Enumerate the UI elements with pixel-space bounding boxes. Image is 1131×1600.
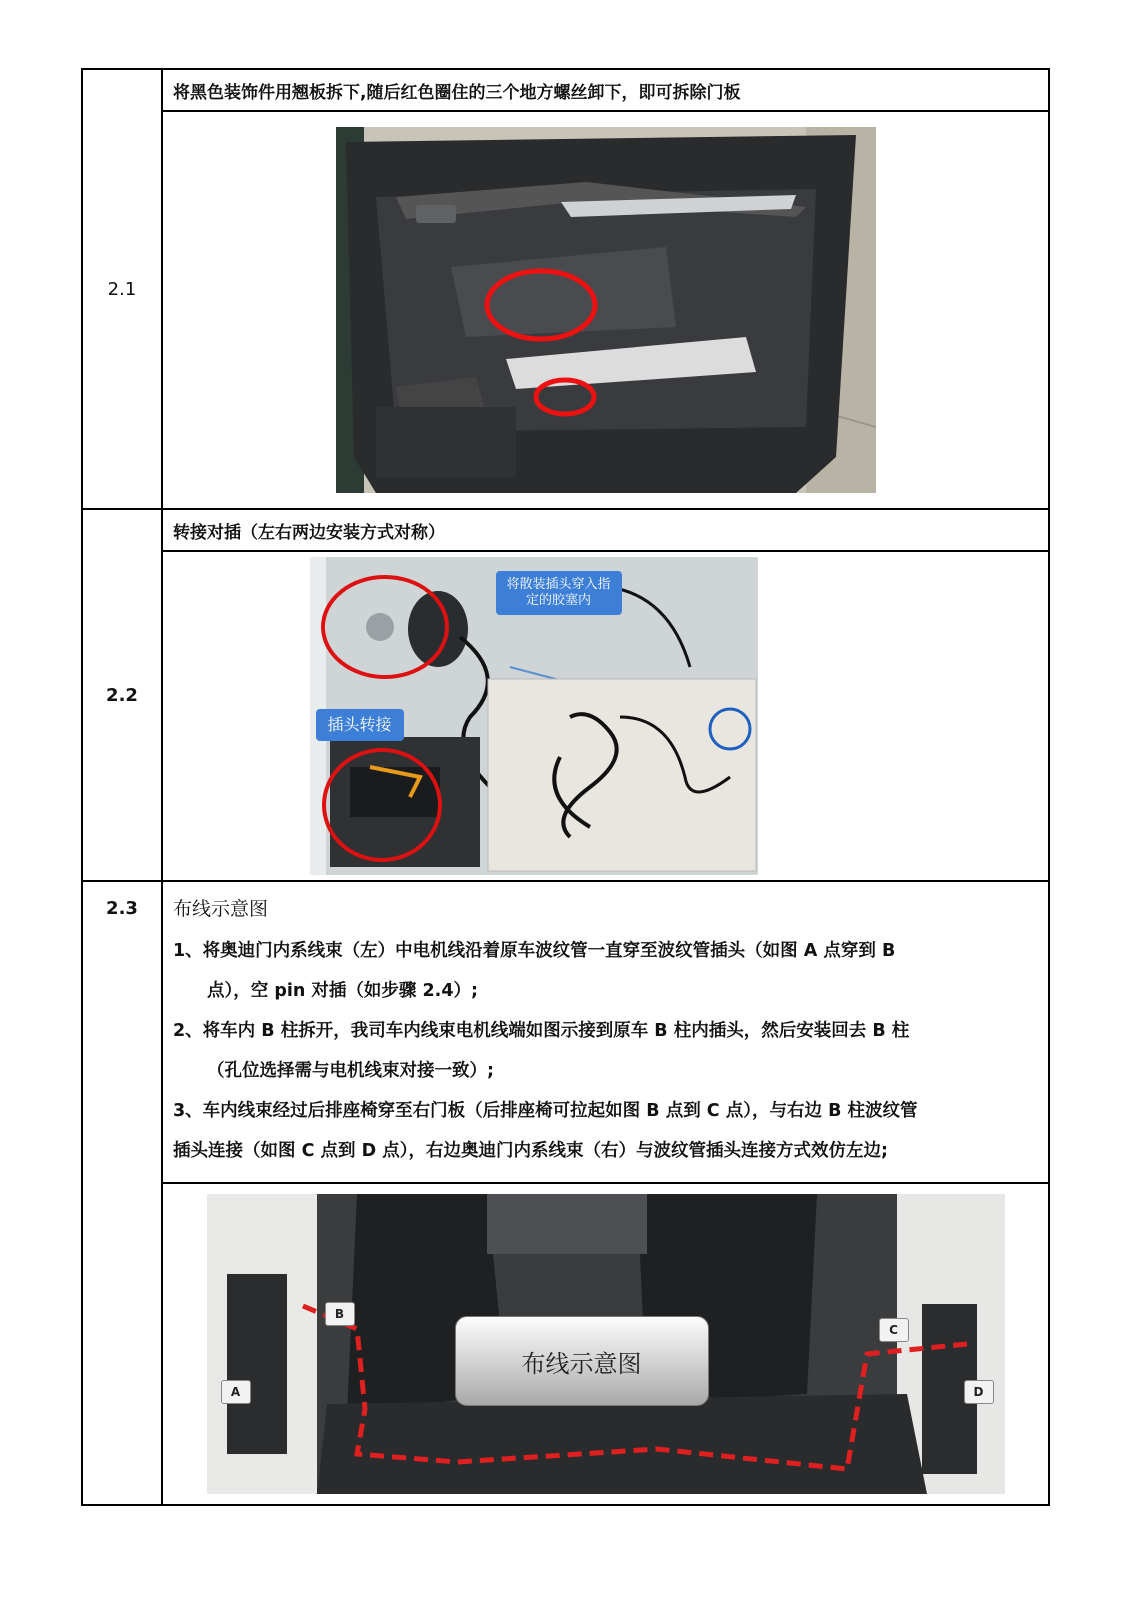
connector-photo: [310, 557, 758, 875]
wiring-step-1: [173, 931, 1038, 1011]
wiring-step-2: [173, 1011, 1038, 1091]
photo-cell-2-1: [162, 111, 1049, 509]
photo-cell-2-2: [162, 551, 1049, 881]
wiring-step-2-line-2: （孔位选择需与电机线束对接一致）;: [207, 1061, 494, 1081]
wiring-step-1-line-1: 1、将奥迪门内系线束（左）中电机线沿着原车波纹管一直穿至波纹管插头（如图 A 点穿到 B: [173, 941, 896, 961]
wiring-step-2-line-1: 2、将车内 B 柱拆开，我司车内线束电机线端如图示接到原车 B 柱内插头，然后安装回去 B 柱: [173, 1021, 910, 1041]
step-number-2-1: 2.1: [82, 69, 162, 509]
callout-plug-adapter: 插头转接: [316, 709, 404, 741]
photo-cell-2-3: [162, 1183, 1049, 1505]
wiring-diagram-title: 布线示意图: [173, 898, 269, 920]
wiring-step-3-line-1: 3、车内线束经过后排座椅穿至右门板（后排座椅可拉起如图 B 点到 C 点），与右边 B 柱波纹管: [173, 1101, 918, 1121]
wiring-step-3-line-2: 插头连接（如图 C 点到 D 点），右边奥迪门内系线束（右）与波纹管插头连接方式效仿左边;: [173, 1141, 888, 1161]
point-c-marker: C: [879, 1318, 909, 1342]
point-d-marker: D: [964, 1380, 994, 1404]
step-number-2-3: 2.3: [82, 881, 162, 1505]
step-number-2-2: 2.2: [82, 509, 162, 881]
instruction-table: [81, 68, 1050, 1506]
point-b-marker: B: [325, 1302, 355, 1326]
door-panel-photo: [336, 127, 876, 493]
wiring-diagram-label: 布线示意图: [455, 1316, 709, 1406]
wiring-step-1-line-2: 点），空 pin 对插（如步骤 2.4）;: [207, 981, 479, 1001]
step-header-2-1: 将黑色装饰件用翘板拆下,随后红色圈住的三个地方螺丝卸下，即可拆除门板: [162, 69, 1049, 111]
step-header-2-2: 转接对插（左右两边安装方式对称）: [162, 509, 1049, 551]
wiring-step-3: [173, 1091, 1038, 1171]
step-text-2-3: [162, 881, 1049, 1183]
callout-plug-into-grommet: 将散装插头穿入指定的胶塞内: [496, 571, 622, 615]
wiring-route-photo: [207, 1194, 1005, 1494]
door-panel-image: [336, 127, 876, 493]
point-a-marker: A: [221, 1380, 251, 1404]
